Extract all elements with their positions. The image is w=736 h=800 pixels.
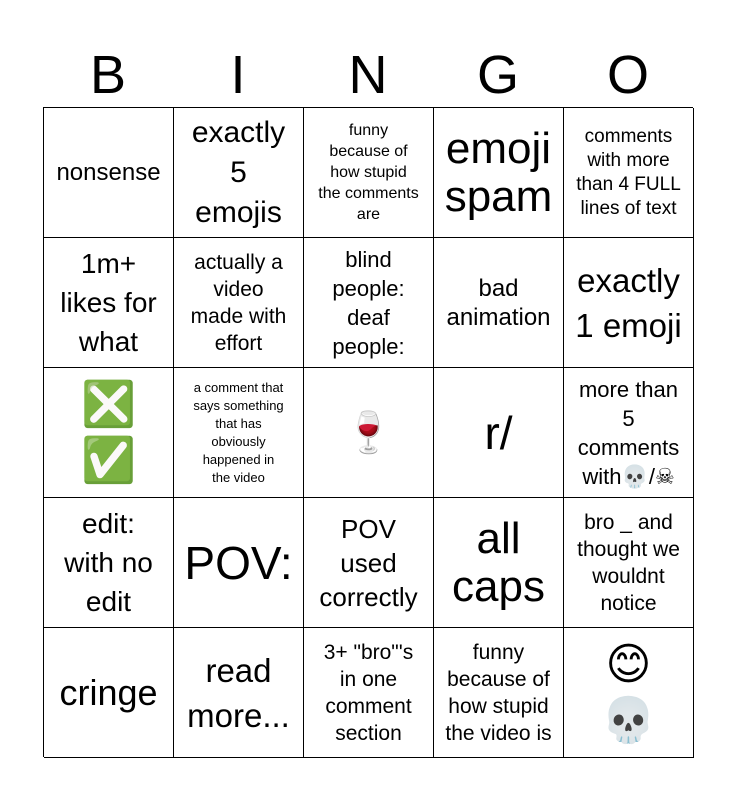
bingo-cell[interactable]: POV: [174, 498, 304, 628]
bingo-cell[interactable]: POV used correctly [304, 498, 434, 628]
bingo-cell[interactable]: exactly 1 emoji [564, 238, 694, 368]
bingo-cell[interactable]: a comment that says something that has obviously happened in the video [174, 368, 304, 498]
header-letter-n: N [348, 45, 388, 105]
bingo-cell[interactable]: read more... [174, 628, 304, 758]
bingo-cell[interactable]: exactly 5 emojis [174, 108, 304, 238]
bingo-header [43, 44, 693, 106]
bingo-cell[interactable]: actually a video made with effort [174, 238, 304, 368]
wine-glass-icon: 🍷 [343, 410, 394, 455]
bingo-cell[interactable]: cringe [44, 628, 174, 758]
bingo-cell[interactable]: 3+ "bro"'s in one comment section [304, 628, 434, 758]
bingo-card [43, 107, 693, 757]
bingo-cell[interactable]: blind people: deaf people: [304, 238, 434, 368]
bingo-cell[interactable]: emoji spam [434, 108, 564, 238]
bingo-cell[interactable]: r/ [434, 368, 564, 498]
bingo-cell[interactable]: bro _ and thought we wouldnt notice [564, 498, 694, 628]
bingo-cell[interactable]: comments with more than 4 FULL lines of text [564, 108, 694, 238]
header-letter-b: B [89, 45, 127, 105]
bingo-cell[interactable]: nonsense [44, 108, 174, 238]
header-letter-i: I [230, 45, 246, 105]
bingo-cell[interactable]: bad animation [434, 238, 564, 368]
bingo-cell[interactable]: more than 5 comments with💀/☠ [564, 368, 694, 498]
bingo-cell[interactable] [564, 628, 694, 758]
bingo-cell[interactable]: all caps [434, 498, 564, 628]
header-letter-o: O [606, 45, 649, 105]
bingo-cell[interactable]: edit: with no edit [44, 498, 174, 628]
bingo-cell[interactable]: 1m+ likes for what [44, 238, 174, 368]
bingo-cell[interactable] [44, 368, 174, 498]
bingo-cell[interactable]: funny because of how stupid the comments are [304, 108, 434, 238]
bingo-cell[interactable] [304, 368, 434, 498]
bingo-cell[interactable]: funny because of how stupid the video is [434, 628, 564, 758]
smile-skull-emoji-icon: 😊 💀 [601, 639, 656, 745]
cross-check-emoji-icon: ❎ ✅ [81, 379, 136, 485]
header-letter-g: G [476, 45, 519, 105]
